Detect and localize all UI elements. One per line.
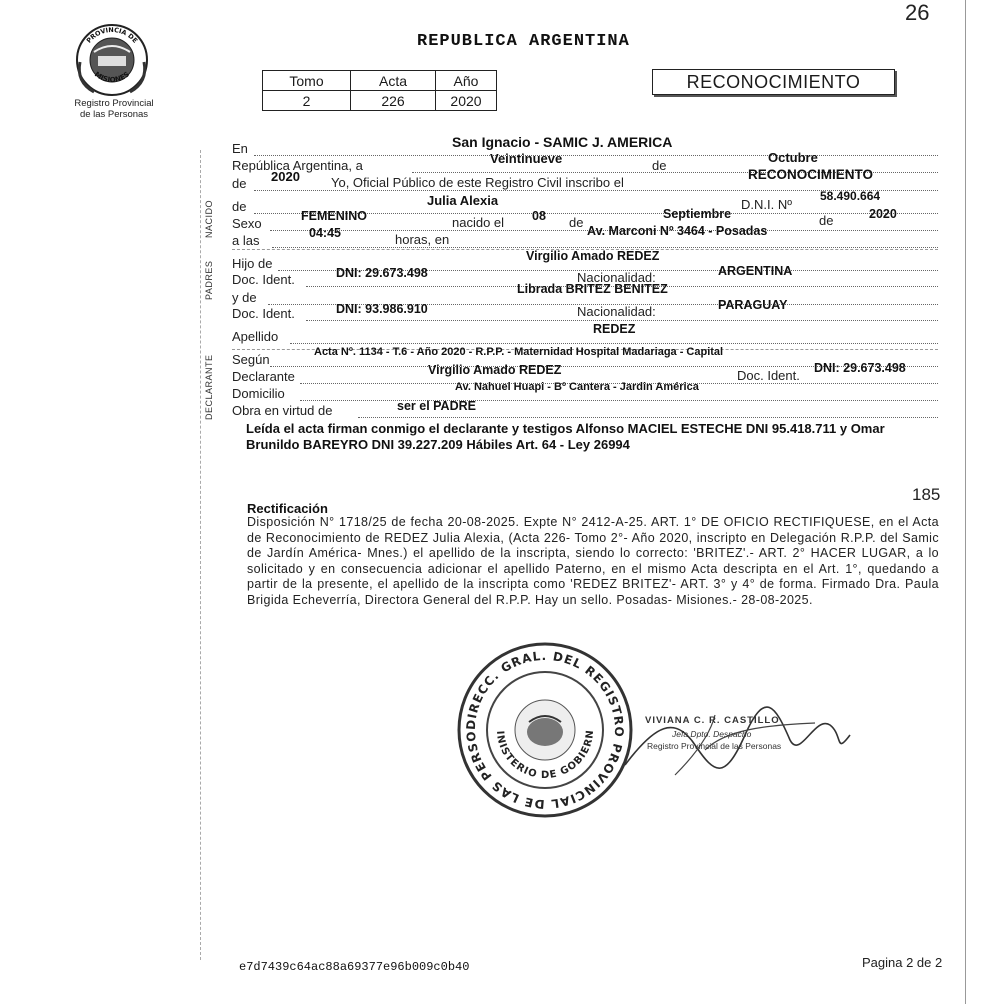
logo-caption-line1: Registro Provincial	[74, 98, 154, 109]
alas-label: a las	[232, 233, 260, 248]
surname-value: REDEZ	[593, 322, 636, 336]
birth-place-value: Av. Marconi Nº 3464 - Posadas	[587, 224, 768, 238]
right-edge-rule	[965, 0, 966, 1004]
meta-header-tomo: Tomo	[263, 71, 351, 91]
meta-header-row	[263, 71, 497, 91]
mother-doc-value: DNI: 93.986.910	[336, 302, 428, 316]
en-label: En	[232, 141, 248, 156]
meta-value-anio: 2020	[436, 91, 497, 111]
sexo-value: FEMENINO	[301, 209, 367, 223]
record-meta-table	[262, 70, 497, 111]
dotted-line	[306, 320, 938, 321]
day-value: Veintinueve	[490, 151, 563, 166]
sexo-label: Sexo	[232, 216, 262, 231]
horas-label: horas, en	[395, 232, 450, 247]
side-label-padres: PADRES	[204, 260, 214, 300]
side-label-declarante: DECLARANTE	[204, 354, 214, 420]
republica-label: República Argentina, a	[232, 158, 363, 173]
father-doc-label: Doc. Ident.	[232, 272, 295, 287]
logo-caption-line2: de las Personas	[79, 109, 149, 120]
dni-label: D.N.I. Nº	[741, 197, 792, 212]
de3-label: de	[232, 199, 247, 214]
signer-office: Registro Provincial de las Personas	[647, 741, 782, 751]
side-label-nacido: NACIDO	[204, 199, 214, 238]
page-number: 26	[905, 0, 930, 25]
seal-ring-text: DIRECC. GRAL. DEL REGISTRO PROVINCIAL DE LAS PERSO	[463, 648, 627, 812]
official-seal-stamp	[455, 640, 635, 820]
segun-value: Acta Nº. 1134 - T.6 - Año 2020 - R.P.P. - Maternidad Hospital Madariaga - Capital	[314, 346, 724, 358]
birth-year-value: 2020	[869, 207, 897, 221]
document-title: REPUBLICA ARGENTINA	[417, 32, 630, 51]
de4-label: de	[569, 215, 584, 230]
nacido-label: nacido el	[452, 215, 505, 230]
dotted-line	[290, 343, 938, 344]
domicilio-value: Av. Nahuel Huapi - Bº Cantera - Jardin América	[455, 381, 699, 393]
segun-label: Según	[232, 352, 270, 367]
father-nat-label: Nacionalidad:	[577, 270, 656, 285]
father-name-value: Virgilio Amado REDEZ	[526, 249, 660, 263]
name-value: Julia Alexia	[427, 193, 499, 208]
dotted-line	[300, 400, 938, 401]
obra-label: Obra en virtud de	[232, 403, 333, 418]
seal-inner-text: INISTERIO DE GOBIERN	[493, 728, 597, 782]
rectificacion-text: Disposición N° 1718/25 de fecha 20-08-2025. Expte N° 2412-A-25. ART. 1° DE OFICIO RECTIFIQUESE, en el Acta de Reconocimiento de REDEZ Julia Alexia, (Acta 226- Tomo 2°- Año 2020, inscripto en Delegación R.P.P. del Samic de Jardín América- Mnes.) el apellido de la inscripta, siendo lo correcto: 'BRITEZ'.- ART. 2° HACER LUGAR, a lo solicitado y en consecuencia adicionar el apellido Paterno, en el mismo Acta descripta en el Art. 1°, quedando a partir de la presente, el apellido de la inscripta como 'REDEZ BRITEZ'- ART. 3° y 4° de forma. Firmado Dra. Paula Brigida Echeverría, Directora General del R.P.P. Hay un sello. Posadas- Misiones.- 28-08-2025.	[247, 515, 939, 607]
birth-day-value: 08	[532, 209, 546, 223]
emblem-ring-top-text: PROVINCIA DE	[84, 25, 140, 45]
mother-doc-label: Doc. Ident.	[232, 306, 295, 321]
rectificacion-heading: Rectificación	[247, 501, 328, 516]
mother-nat-label: Nacionalidad:	[577, 304, 656, 319]
decl-doc-label: Doc. Ident.	[737, 368, 800, 383]
meta-value-acta: 226	[351, 91, 436, 111]
domicilio-label: Domicilio	[232, 386, 285, 401]
month-value: Octubre	[768, 150, 818, 165]
de-label: de	[652, 158, 667, 173]
declarante-value: Virgilio Amado REDEZ	[428, 363, 562, 377]
father-doc-value: DNI: 29.673.498	[336, 266, 428, 280]
year-value: 2020	[271, 169, 300, 184]
de5-label: de	[819, 213, 834, 228]
place-value: San Ignacio - SAMIC J. AMERICA	[452, 134, 673, 150]
inscribo-value: RECONOCIMIENTO	[748, 167, 874, 182]
province-emblem-logo	[74, 22, 150, 98]
handwritten-signature	[615, 695, 865, 785]
logo-caption	[58, 98, 170, 120]
dni-value: 58.490.664	[820, 189, 881, 203]
decl-doc-value: DNI: 29.673.498	[814, 361, 906, 375]
hijo-label: Hijo de	[232, 256, 273, 271]
meta-value-row	[263, 91, 497, 111]
record-type-box: RECONOCIMIENTO	[652, 69, 895, 95]
footer-page-indicator: Pagina 2 de 2	[862, 955, 943, 970]
dotted-line	[358, 417, 938, 418]
document-hash: e7d7439c64ac88a69377e96b009c0b40	[239, 960, 470, 974]
meta-value-tomo: 2	[263, 91, 351, 111]
left-margin-rule	[200, 150, 201, 960]
yde-label: y de	[232, 290, 257, 305]
hour-value: 04:45	[309, 226, 341, 240]
father-nat-value: ARGENTINA	[718, 264, 793, 278]
declarante-label: Declarante	[232, 369, 295, 384]
rectificacion-number: 185	[912, 485, 941, 504]
dotted-line	[272, 247, 938, 248]
birth-month-value: Septiembre	[663, 207, 732, 221]
emblem-ring-bottom-text: MISIONES	[92, 70, 132, 85]
oficial-text: Yo, Oficial Público de este Registro Civil inscribo el	[331, 175, 624, 190]
witness-paragraph: Leída el acta firman conmigo el declarante y testigos Alfonso MACIEL ESTECHE DNI 95.418.711 y Omar Brunildo BAREYRO DNI 39.227.209 Hábiles Art. 64 - Ley 26994	[246, 421, 885, 452]
meta-header-anio: Año	[436, 71, 497, 91]
meta-header-acta: Acta	[351, 71, 436, 91]
mother-name-value: Librada BRITEZ BENITEZ	[517, 282, 668, 296]
signer-role: Jefa Dpto. Despacho	[672, 729, 752, 739]
obra-value: ser el PADRE	[397, 399, 476, 413]
signer-name: VIVIANA C. R. CASTILLO	[645, 715, 780, 726]
mother-nat-value: PARAGUAY	[718, 298, 788, 312]
de2-label: de	[232, 176, 247, 191]
apellido-label: Apellido	[232, 329, 279, 344]
dotted-line	[254, 155, 938, 156]
